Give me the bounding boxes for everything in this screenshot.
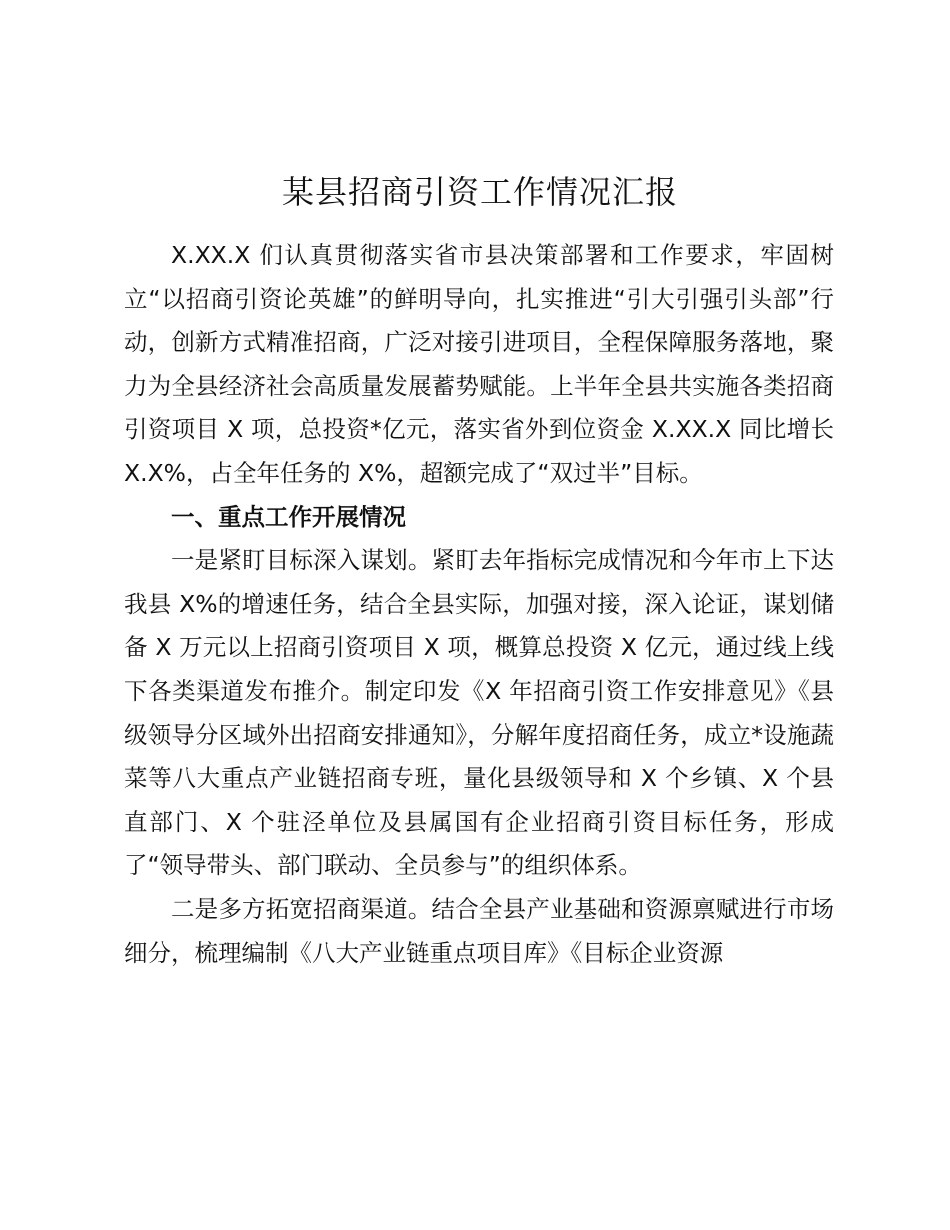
body-paragraph-2: 二是多方拓宽招商渠道。结合全县产业基础和资源禀赋进行市场细分，梳理编制《八大产业链重点项目库》《目标企业资源	[124, 894, 834, 967]
document-body	[124, 234, 834, 975]
section-heading: 一、重点工作开展情况	[171, 502, 406, 531]
document-title: 某县招商引资工作情况汇报	[281, 173, 678, 211]
intro-paragraph: X.XX.X 们认真贯彻落实省市县决策部署和工作要求，牢固树立“以招商引资论英雄”的鲜明导向，扎实推进“引大引强引头部”行动，创新方式精准招商，广泛对接引进项目，全程保障服务落地，聚力为全县经济社会高质量发展蓄势赋能。上半年全县共实施各类招商引资项目 X 项，总投资*亿元，落实省外到位资金 X.XX.X 同比增长 X.X%，占全年任务的 X%，超额完成了“双过半”目标。	[124, 241, 834, 487]
body-paragraph-1: 一是紧盯目标深入谋划。紧盯去年指标完成情况和今年市上下达我县 X%的增速任务，结合全县实际，加强对接，深入论证，谋划储备 X 万元以上招商引资项目 X 项，概算总投资 X 亿元，通过线上线下各类渠道发布推介。制定印发《X 年招商引资工作安排意见》《县级领导分区域外出招商安排通知》，分解年度招商任务，成立*设施蔬菜等八大重点产业链招商专班，量化县级领导和 X 个乡镇、X 个县直部门、X 个驻泾单位及县属国有企业招商引资目标任务，形成了“领导带头、部门联动、全员参与”的组织体系。	[124, 546, 834, 880]
